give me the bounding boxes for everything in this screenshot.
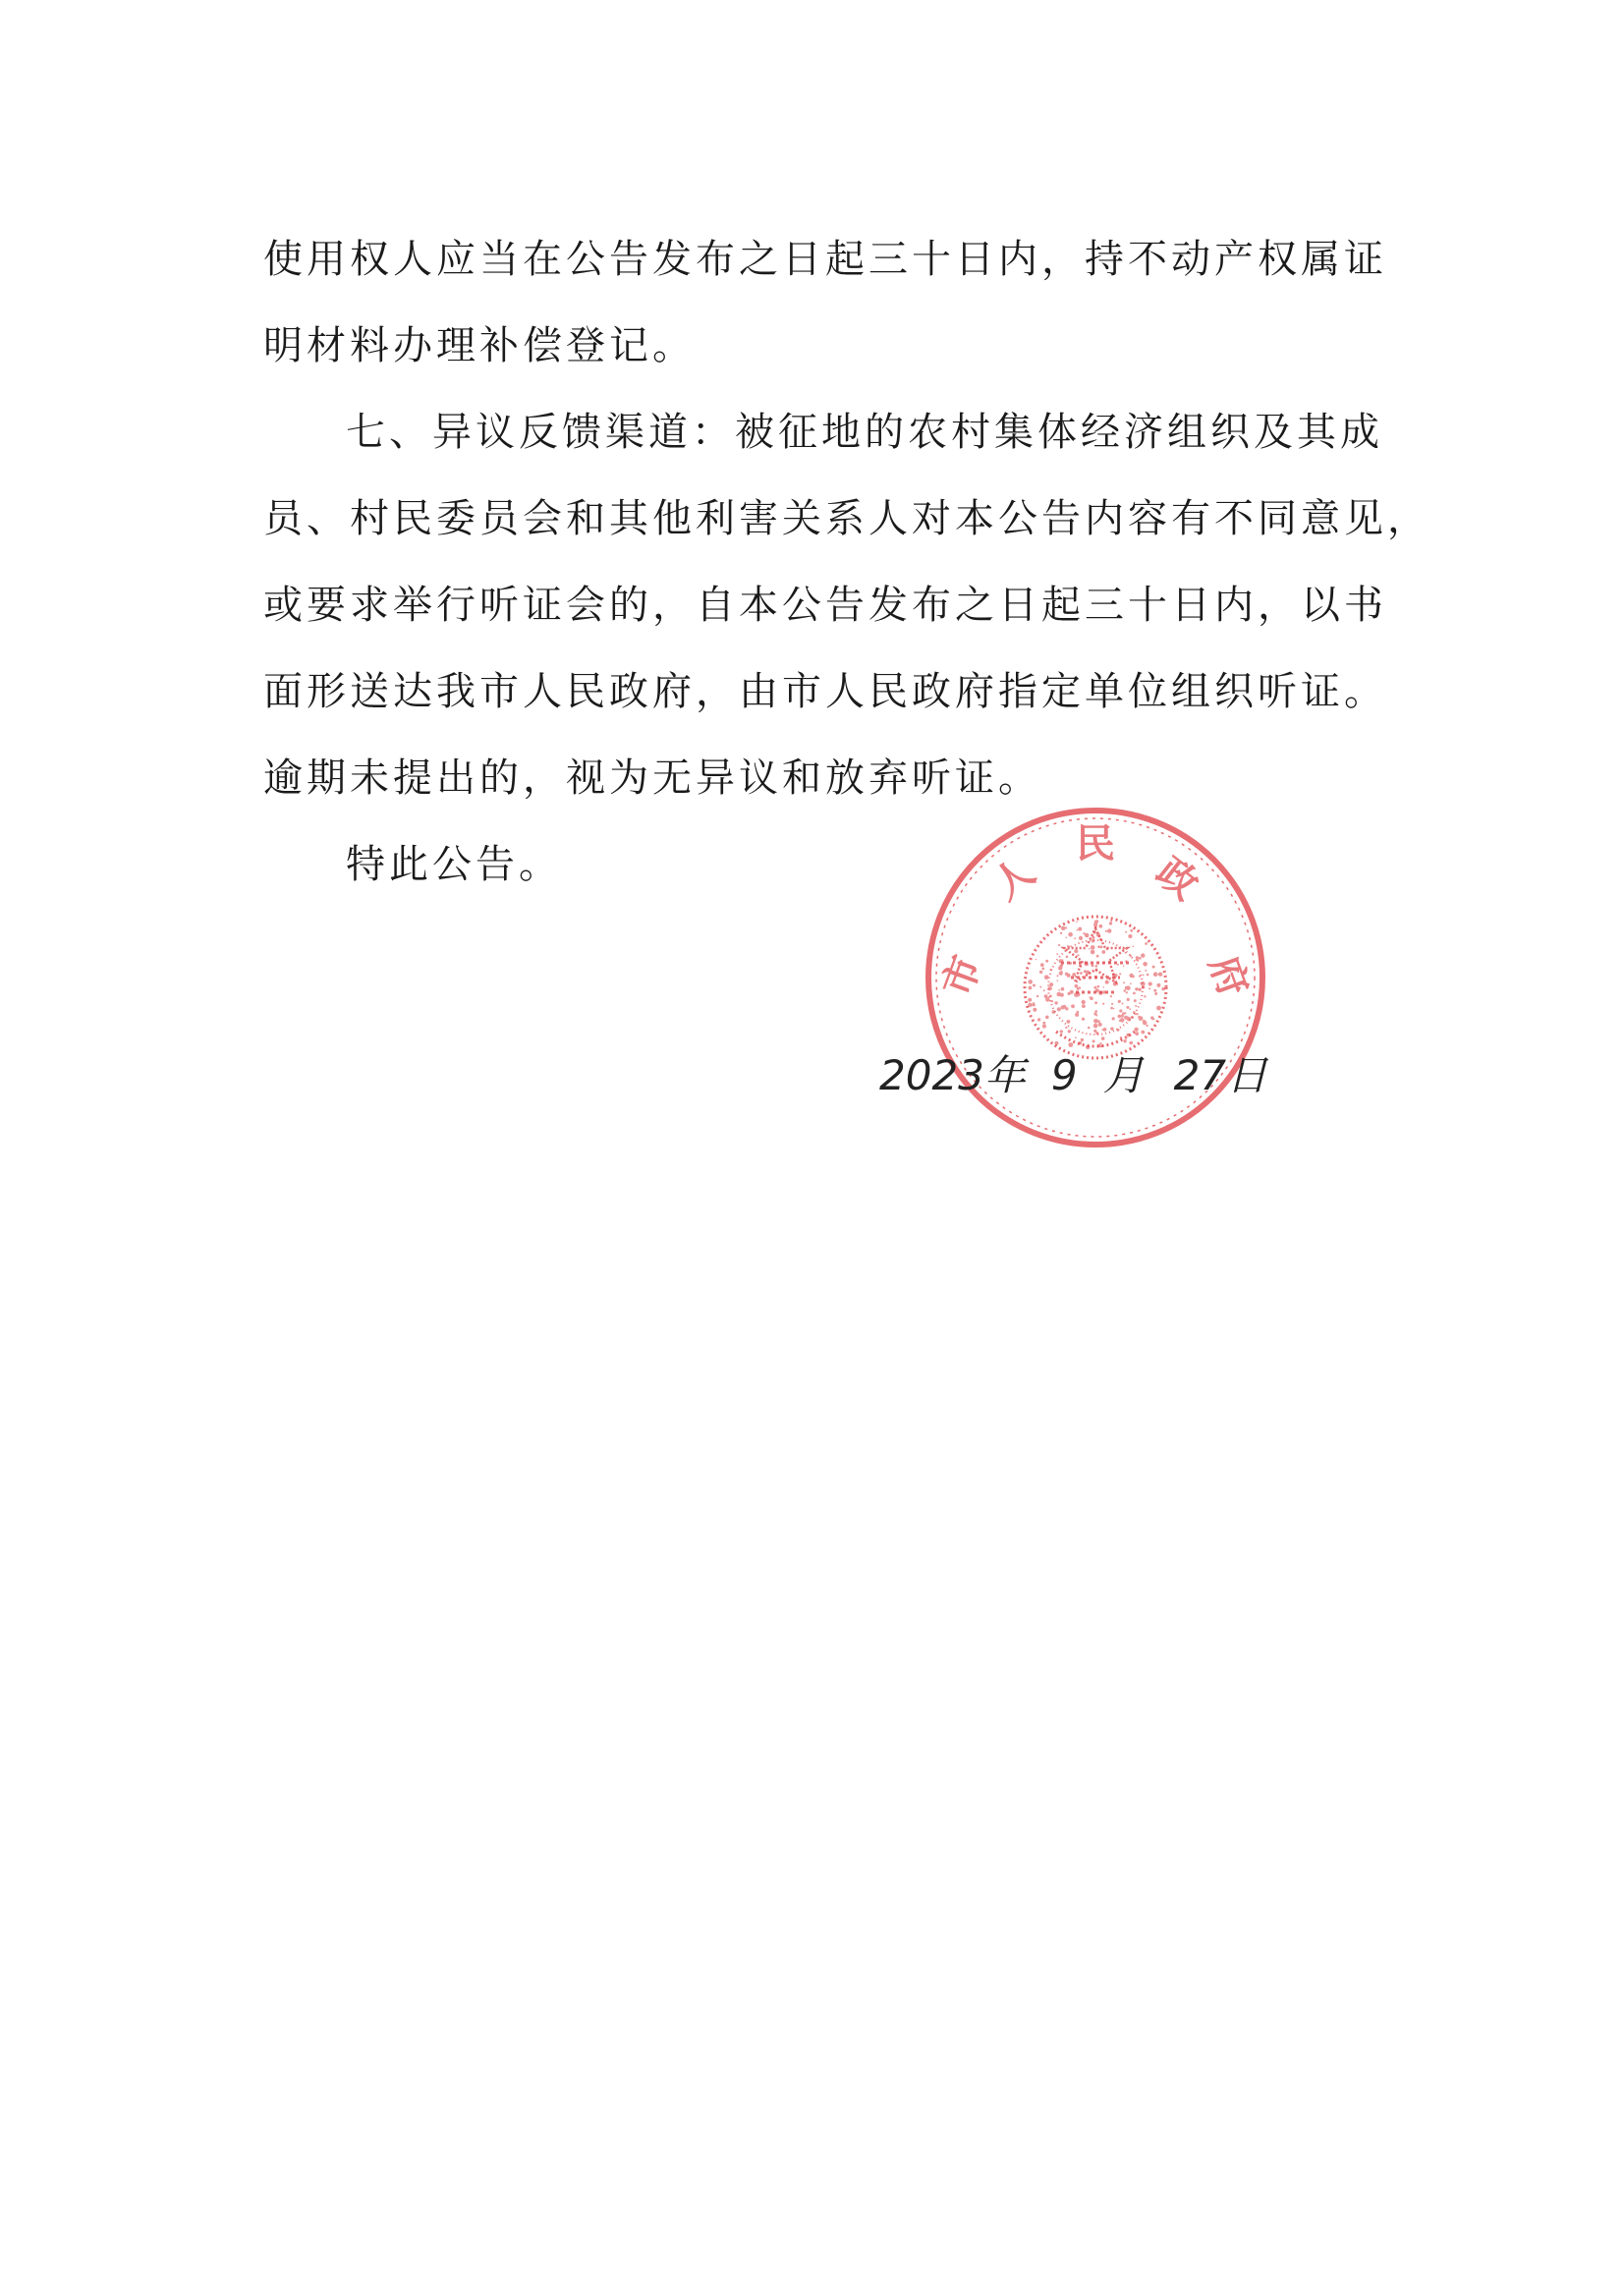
seal-texture-dot	[1058, 989, 1060, 991]
seal-texture-dot	[1029, 986, 1033, 990]
seal-texture-dot	[1069, 946, 1071, 948]
body-line-1: 使用权人应当在公告发布之日起三十日内，持不动产权属证	[263, 237, 1387, 282]
seal-texture-dot	[1080, 966, 1082, 968]
seal-texture-dot	[1120, 1036, 1123, 1039]
seal-texture-dot	[1037, 1018, 1040, 1021]
seal-texture-dot	[1110, 995, 1112, 997]
seal-texture-dot	[1155, 992, 1157, 994]
seal-texture-dot	[1066, 956, 1069, 959]
seal-texture-dot	[1089, 948, 1091, 950]
seal-texture-dot	[1082, 1004, 1086, 1008]
seal-texture-dot	[1068, 1030, 1071, 1033]
seal-texture-dot	[1091, 950, 1095, 955]
seal-texture-dot	[1095, 988, 1099, 992]
seal-texture-dot	[1042, 1025, 1046, 1029]
seal-texture-dot	[1082, 961, 1084, 963]
seal-texture-dot	[1103, 986, 1105, 988]
seal-texture-dot	[1097, 985, 1100, 988]
seal-texture-dot	[1033, 1002, 1035, 1004]
seal-texture-dot	[1130, 982, 1132, 984]
seal-texture-dot	[1117, 964, 1119, 966]
seal-texture-dot	[1082, 1000, 1086, 1004]
seal-texture-dot	[1119, 1009, 1122, 1012]
seal-texture-dot	[1033, 984, 1036, 987]
seal-texture-dot	[1056, 953, 1058, 955]
seal-texture-dot	[1099, 938, 1101, 940]
body-line-2: 明材料办理补偿登记。	[263, 323, 696, 368]
seal-texture-dot	[1098, 991, 1102, 995]
seal-texture-dot	[1065, 926, 1067, 928]
seal-texture-dot	[1158, 974, 1160, 976]
seal-texture-dot	[1141, 953, 1145, 957]
seal-texture-dot	[1075, 1013, 1079, 1017]
closing-statement: 特此公告。	[346, 842, 562, 887]
seal-texture-dot	[1130, 955, 1132, 957]
seal-texture-dot	[1139, 1016, 1144, 1021]
seal-texture-dot	[1049, 982, 1053, 986]
seal-texture-dot	[1118, 1000, 1121, 1003]
seal-texture-dot	[1123, 989, 1126, 992]
seal-texture-dot	[1093, 1024, 1098, 1029]
seal-texture-dot	[1131, 1016, 1134, 1019]
seal-texture-dot	[1102, 1003, 1104, 1005]
seal-texture-dot	[1097, 945, 1100, 948]
seal-texture-dot	[1127, 998, 1130, 1001]
seal-texture-dot	[1156, 983, 1160, 987]
seal-texture-dot	[1153, 972, 1158, 977]
seal-texture-dot	[1075, 1036, 1077, 1038]
seal-texture-dot	[1061, 926, 1065, 930]
seal-texture-dot	[1074, 937, 1076, 939]
seal-texture-dot	[1054, 1001, 1057, 1004]
seal-texture-dot	[1113, 1008, 1115, 1010]
seal-texture-dot	[1145, 970, 1147, 972]
seal-texture-dot	[1113, 981, 1117, 985]
seal-texture-dot	[1145, 942, 1148, 945]
date-year: 2023	[879, 1051, 984, 1099]
seal-texture-dot	[1094, 969, 1097, 972]
seal-texture-dot	[1060, 932, 1062, 934]
seal-texture-dot	[1068, 932, 1073, 937]
seal-texture-dot	[1050, 969, 1052, 971]
seal-texture-dot	[1133, 1011, 1136, 1014]
seal-texture-dot	[1086, 971, 1090, 975]
seal-texture-dot	[1095, 965, 1098, 968]
seal-texture-dot	[1143, 962, 1148, 967]
seal-texture-dot	[1152, 1018, 1154, 1020]
date-month-unit: 月	[1102, 1051, 1145, 1099]
seal-texture-dot	[1138, 988, 1141, 991]
seal-texture-dot	[1048, 986, 1051, 989]
seal-texture-dot	[1065, 1027, 1067, 1029]
seal-char: 人	[983, 848, 1043, 910]
seal-texture-dot	[1039, 971, 1042, 974]
seal-char: 政	[1148, 848, 1207, 910]
seal-texture-dot	[1072, 973, 1076, 977]
seal-texture-dot	[1135, 1032, 1139, 1036]
seal-texture-dot	[1036, 995, 1038, 997]
seal-texture-dot	[1119, 1020, 1121, 1022]
seal-texture-dot	[1110, 1027, 1113, 1030]
seal-texture-dot	[1092, 939, 1094, 942]
seal-texture-dot	[1147, 974, 1149, 977]
seal-texture-dot	[1042, 1022, 1045, 1025]
date-year-unit: 年	[983, 1051, 1026, 1099]
seal-texture-dot	[1105, 980, 1109, 984]
seal-texture-dot	[1135, 1005, 1137, 1007]
seal-texture-dot	[1139, 957, 1142, 960]
seal-texture-dot	[1071, 1004, 1075, 1008]
seal-texture-dot	[1092, 930, 1095, 933]
seal-texture-dot	[1146, 1025, 1148, 1027]
seal-texture-dot	[1119, 973, 1121, 975]
seal-texture-dot	[1054, 1041, 1058, 1045]
seal-texture-dot	[1077, 1011, 1080, 1014]
seal-texture-dot	[1110, 1007, 1113, 1010]
seal-texture-dot	[1091, 945, 1095, 950]
seal-texture-dot	[1105, 930, 1107, 932]
seal-texture-dot	[1100, 946, 1103, 949]
seal-texture-dot	[1080, 972, 1083, 975]
seal-texture-dot	[1067, 945, 1069, 947]
seal-texture-dot	[1094, 976, 1097, 979]
section-7-line-4: 面形送达我市人民政府，由市人民政府指定单位组织听证。	[263, 669, 1387, 714]
seal-texture-dot	[1134, 999, 1137, 1002]
seal-texture-dot	[1102, 990, 1105, 993]
seal-texture-dot	[1135, 987, 1138, 990]
seal-texture-dot	[1068, 992, 1071, 995]
seal-texture-dot	[1143, 1021, 1148, 1026]
date-day: 27	[1173, 1051, 1227, 1099]
seal-texture-dot	[1141, 981, 1146, 986]
seal-texture-dot	[1036, 959, 1037, 961]
seal-texture-dot	[1079, 1041, 1082, 1044]
seal-texture-dot	[1028, 980, 1033, 984]
seal-texture-dot	[1061, 987, 1065, 991]
seal-texture-dot	[1094, 1010, 1097, 1013]
seal-texture-dot	[1094, 920, 1098, 924]
seal-texture-dot	[1028, 998, 1032, 1002]
seal-texture-dot	[1142, 986, 1145, 989]
seal-texture-dot	[1077, 929, 1079, 931]
seal-texture-dot	[1124, 1016, 1128, 1020]
seal-texture-dot	[1040, 963, 1044, 967]
seal-texture-dot	[1079, 936, 1083, 940]
seal-texture-dot	[1128, 934, 1132, 938]
seal-texture-dot	[1111, 1003, 1113, 1005]
seal-texture-dot	[1074, 949, 1078, 953]
seal-texture-dot	[1052, 1010, 1056, 1014]
seal-texture-dot	[1125, 931, 1127, 933]
seal-texture-dot	[1051, 1000, 1053, 1002]
seal-texture-dot	[1091, 964, 1093, 967]
seal-texture-dot	[1028, 1003, 1032, 1007]
seal-texture-dot	[1101, 1029, 1103, 1031]
seal-texture-dot	[1106, 948, 1109, 951]
seal-texture-dot	[1058, 944, 1060, 946]
signature-date	[879, 1046, 1267, 1105]
section-7-line-1: 七、异议反馈渠道：被征地的农村集体经济组织及其成	[346, 410, 1383, 455]
seal-texture-dot	[1076, 922, 1078, 924]
seal-texture-dot	[1085, 933, 1090, 938]
seal-texture-dot	[1135, 1013, 1137, 1015]
seal-char: 民	[1076, 820, 1115, 867]
seal-texture-dot	[1044, 994, 1048, 998]
seal-texture-dot	[1085, 962, 1089, 966]
seal-texture-dot	[1148, 987, 1150, 989]
seal-texture-dot	[1061, 971, 1063, 973]
seal-texture-dot	[1126, 1034, 1130, 1037]
seal-texture-dot	[1099, 1024, 1102, 1027]
seal-texture-dot	[1133, 946, 1135, 948]
seal-texture-dot	[1125, 960, 1127, 962]
seal-texture-dot	[1118, 1015, 1122, 1019]
seal-texture-dot	[1141, 1031, 1145, 1035]
seal-texture-dot	[1137, 959, 1139, 961]
seal-texture-dot	[1125, 952, 1127, 954]
seal-texture-dot	[1075, 984, 1079, 988]
seal-texture-dot	[1144, 995, 1146, 997]
seal-texture-dot	[1092, 1040, 1094, 1042]
seal-texture-dot	[1122, 1003, 1124, 1005]
seal-texture-dot	[1117, 1029, 1120, 1032]
seal-texture-dot	[1077, 954, 1079, 956]
seal-texture-dot	[1136, 956, 1139, 959]
seal-texture-dot	[1126, 1006, 1129, 1009]
seal-texture-dot	[1134, 1028, 1138, 1032]
seal-char: 市	[933, 949, 991, 1003]
seal-texture-dot	[1122, 1012, 1125, 1015]
seal-texture-dot	[1110, 920, 1112, 922]
seal-texture-dot	[1082, 1018, 1085, 1021]
seal-texture-dot	[1078, 927, 1082, 931]
seal-texture-dot	[1096, 955, 1099, 958]
seal-texture-dot	[1057, 975, 1059, 977]
seal-texture-dot	[1066, 937, 1068, 939]
seal-texture-dot	[1093, 1030, 1096, 1033]
seal-texture-dot	[1096, 933, 1100, 937]
seal-texture-dot	[1088, 1027, 1091, 1030]
seal-texture-dot	[1129, 974, 1133, 978]
seal-texture-dot	[1126, 985, 1131, 990]
seal-texture-dot	[1139, 976, 1141, 978]
seal-texture-dot	[1094, 1001, 1097, 1004]
seal-texture-dot	[1058, 966, 1062, 970]
seal-texture-dot	[1123, 1039, 1126, 1042]
seal-texture-dot	[1126, 991, 1128, 993]
seal-texture-dot	[1062, 959, 1064, 961]
seal-texture-dot	[1057, 1007, 1061, 1011]
seal-texture-dot	[1129, 1008, 1131, 1010]
seal-texture-dot	[1153, 989, 1156, 992]
section-7-line-5: 逾期未提出的，视为无异议和放弃听证。	[263, 756, 1041, 801]
seal-texture-dot	[1067, 1020, 1071, 1024]
seal-texture-dot	[1044, 975, 1049, 980]
seal-texture-dot	[1045, 960, 1048, 963]
seal-texture-dot	[1129, 1041, 1133, 1045]
seal-texture-dot	[1156, 1006, 1161, 1011]
seal-texture-dot	[1133, 992, 1136, 995]
seal-texture-dot	[1101, 950, 1105, 954]
seal-texture-dot	[1049, 995, 1052, 998]
date-month: 9	[1050, 1051, 1078, 1099]
seal-texture-dot	[1041, 968, 1044, 971]
seal-texture-dot	[1102, 963, 1104, 965]
seal-texture-dot	[1152, 966, 1155, 969]
seal-texture-dot	[1090, 996, 1092, 998]
seal-texture-dot	[1076, 992, 1081, 997]
seal-texture-dot	[1130, 929, 1133, 932]
seal-texture-dot	[1033, 1008, 1036, 1012]
seal-texture-dot	[1043, 989, 1045, 991]
seal-texture-dot	[1114, 974, 1118, 978]
seal-texture-dot	[1097, 1020, 1100, 1023]
seal-texture-dot	[1045, 1016, 1049, 1020]
seal-texture-dot	[1067, 974, 1071, 978]
seal-texture-dot	[1093, 1012, 1096, 1015]
seal-texture-dot	[1092, 936, 1094, 939]
seal-texture-dot	[1109, 922, 1112, 924]
seal-texture-dot	[1123, 965, 1125, 967]
seal-texture-dot	[1060, 1030, 1063, 1033]
seal-texture-dot	[1077, 988, 1079, 990]
date-day-unit: 日	[1226, 1051, 1268, 1099]
seal-texture-dot	[1093, 1019, 1098, 1024]
seal-texture-dot	[1143, 975, 1145, 977]
section-7-line-2: 员、村民委员会和其他利害关系人对本公告内容有不同意见，	[263, 496, 1430, 541]
seal-texture-dot	[1065, 1007, 1068, 1010]
seal-texture-dot	[1081, 1038, 1084, 1041]
seal-texture-dot	[1061, 1005, 1065, 1009]
seal-char: 府	[1200, 949, 1258, 1003]
section-7-line-3: 或要求举行听证会的，自本公告发布之日起三十日内，以书	[263, 583, 1387, 628]
seal-texture-dot	[1057, 980, 1059, 981]
seal-texture-dot	[1039, 986, 1041, 988]
seal-texture-dot	[1161, 987, 1165, 991]
seal-texture-dot	[1093, 986, 1096, 989]
seal-texture-dot	[1112, 1017, 1115, 1020]
seal-texture-dot	[1107, 928, 1111, 932]
seal-texture-dot	[1098, 924, 1102, 928]
seal-texture-dot	[1101, 1036, 1105, 1040]
seal-texture-dot	[1150, 983, 1152, 985]
seal-texture-dot	[1108, 961, 1111, 964]
seal-texture-dot	[1069, 962, 1072, 965]
seal-texture-dot	[1057, 992, 1062, 997]
seal-texture-dot	[1123, 981, 1125, 983]
